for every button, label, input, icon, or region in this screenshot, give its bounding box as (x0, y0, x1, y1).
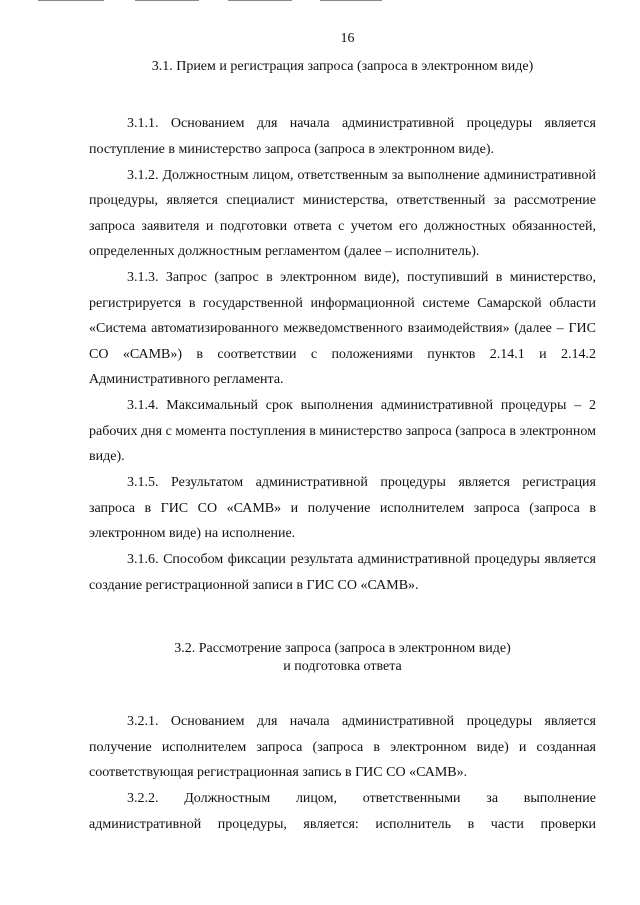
section-title-line: и подготовка ответа (283, 659, 402, 674)
paragraph: 3.2.2. Должностным лицом, ответственными за выполнение административной процедуры, является: исполнитель в части проверки (89, 791, 596, 832)
page-number: 16 (340, 31, 355, 46)
section-title: 3.1. Прием и регистрация запроса (запроса в электронном виде) (151, 59, 534, 74)
header-rule (228, 0, 292, 1)
section-title-line: 3.2. Рассмотрение запроса (запроса в электронном виде) (174, 641, 511, 656)
paragraph: 3.1.3. Запрос (запрос в электронном виде), поступивший в министерство, регистрируется в государственной информационной системе Самарской области «Система автоматизированного межведомственного взаимодействия» (далее – ГИС СО «САМВ») в соответствии с положениями пунктов 2.14.1 и 2.14.2 Административного регламента. (89, 270, 596, 387)
paragraph: 3.2.1. Основанием для начала административной процедуры является получение исполнителем запроса (запроса в электронном виде) и созданная соответствующая регистрационная запись в ГИС СО «САМВ». (89, 714, 596, 780)
header-rule (135, 0, 199, 1)
section-title (89, 640, 596, 676)
paragraph: 3.1.6. Способом фиксации результата административной процедуры является создание регистрационной записи в ГИС СО «САМВ». (89, 552, 596, 593)
paragraph: 3.1.4. Максимальный срок выполнения административной процедуры – 2 рабочих дня с момента поступления в министерство запроса (запроса в электронном виде). (89, 398, 596, 464)
paragraph: 3.1.5. Результатом административной процедуры является регистрация запроса в ГИС СО «САМВ» и получение исполнителем запроса (запроса в электронном виде) на исполнение. (89, 475, 596, 541)
paragraph: 3.1.2. Должностным лицом, ответственным за выполнение административной процедуры, является специалист министерства, ответственный за рассмотрение запроса заявителя и подготовки ответа с учетом его должностных обязанностей, определенных должностным регламентом (далее – исполнитель). (89, 167, 596, 259)
header-rule (320, 0, 382, 1)
header-rule (38, 0, 104, 1)
document-page (89, 30, 596, 838)
paragraph: 3.1.1. Основанием для начала административной процедуры является поступление в министерство запроса (запроса в электронном виде). (89, 116, 596, 157)
header-rules (0, 0, 640, 6)
